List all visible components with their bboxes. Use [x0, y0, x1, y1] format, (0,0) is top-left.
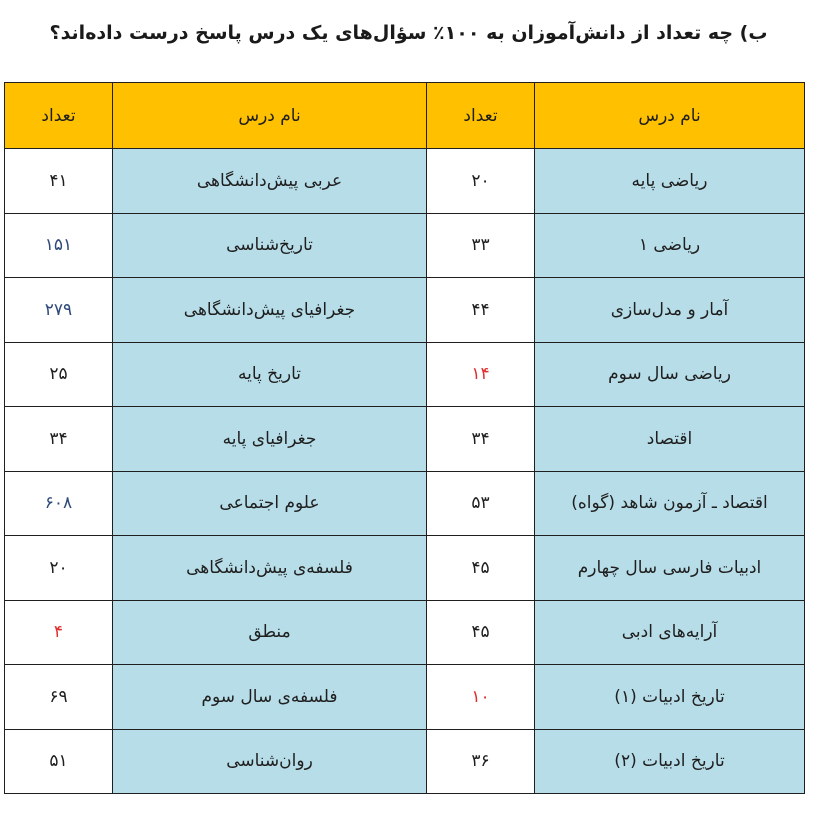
course-name: جغرافیای پایه — [113, 407, 427, 472]
course-name: عربی پیش‌دانشگاهی — [113, 149, 427, 214]
course-name: تاریخ‌شناسی — [113, 213, 427, 278]
course-name: تاریخ ادبیات (۱) — [535, 665, 805, 730]
course-count: ۵۳ — [427, 471, 535, 536]
course-count: ۱۰ — [427, 665, 535, 730]
table-row — [5, 149, 805, 214]
course-count: ۱۴ — [427, 342, 535, 407]
header-course-name-right: نام درس — [535, 83, 805, 149]
course-name: اقتصاد ـ آزمون شاهد (گواه) — [535, 471, 805, 536]
table-row — [5, 342, 805, 407]
course-name: اقتصاد — [535, 407, 805, 472]
course-count: ۴۵ — [427, 600, 535, 665]
course-name: علوم اجتماعی — [113, 471, 427, 536]
course-name: آمار و مدل‌سازی — [535, 278, 805, 343]
results-table — [4, 82, 805, 794]
course-count: ۵۱ — [5, 729, 113, 794]
table-row — [5, 600, 805, 665]
table-row — [5, 729, 805, 794]
course-count: ۳۴ — [427, 407, 535, 472]
course-count: ۲۰ — [5, 536, 113, 601]
course-name: تاریخ ادبیات (۲) — [535, 729, 805, 794]
course-count: ۲۷۹ — [5, 278, 113, 343]
table-row — [5, 407, 805, 472]
course-count: ۴ — [5, 600, 113, 665]
course-name: منطق — [113, 600, 427, 665]
course-name: ریاضی پایه — [535, 149, 805, 214]
course-name: فلسفه‌ی پیش‌دانشگاهی — [113, 536, 427, 601]
course-name: ریاضی سال سوم — [535, 342, 805, 407]
course-name: تاریخ پایه — [113, 342, 427, 407]
question-title: ب) چه تعداد از دانش‌آموزان به ۱۰۰٪ سؤال‌های یک درس پاسخ درست داده‌اند؟ — [49, 22, 768, 44]
course-count: ۴۴ — [427, 278, 535, 343]
course-count: ۱۵۱ — [5, 213, 113, 278]
course-name: ادبیات فارسی سال چهارم — [535, 536, 805, 601]
table-row — [5, 471, 805, 536]
course-name: آرایه‌های ادبی — [535, 600, 805, 665]
course-count: ۳۴ — [5, 407, 113, 472]
course-count: ۲۰ — [427, 149, 535, 214]
course-count: ۴۵ — [427, 536, 535, 601]
header-count-right: تعداد — [427, 83, 535, 149]
course-count: ۶۹ — [5, 665, 113, 730]
course-name: جغرافیای پیش‌دانشگاهی — [113, 278, 427, 343]
table-row — [5, 665, 805, 730]
course-name: ریاضی ۱ — [535, 213, 805, 278]
course-name: روان‌شناسی — [113, 729, 427, 794]
course-count: ۳۳ — [427, 213, 535, 278]
table-row — [5, 213, 805, 278]
table-row — [5, 278, 805, 343]
course-name: فلسفه‌ی سال سوم — [113, 665, 427, 730]
header-count-left: تعداد — [5, 83, 113, 149]
course-count: ۳۶ — [427, 729, 535, 794]
header-course-name-left: نام درس — [113, 83, 427, 149]
course-count: ۶۰۸ — [5, 471, 113, 536]
course-count: ۴۱ — [5, 149, 113, 214]
course-count: ۲۵ — [5, 342, 113, 407]
table-header-row — [5, 83, 805, 149]
table-row — [5, 536, 805, 601]
